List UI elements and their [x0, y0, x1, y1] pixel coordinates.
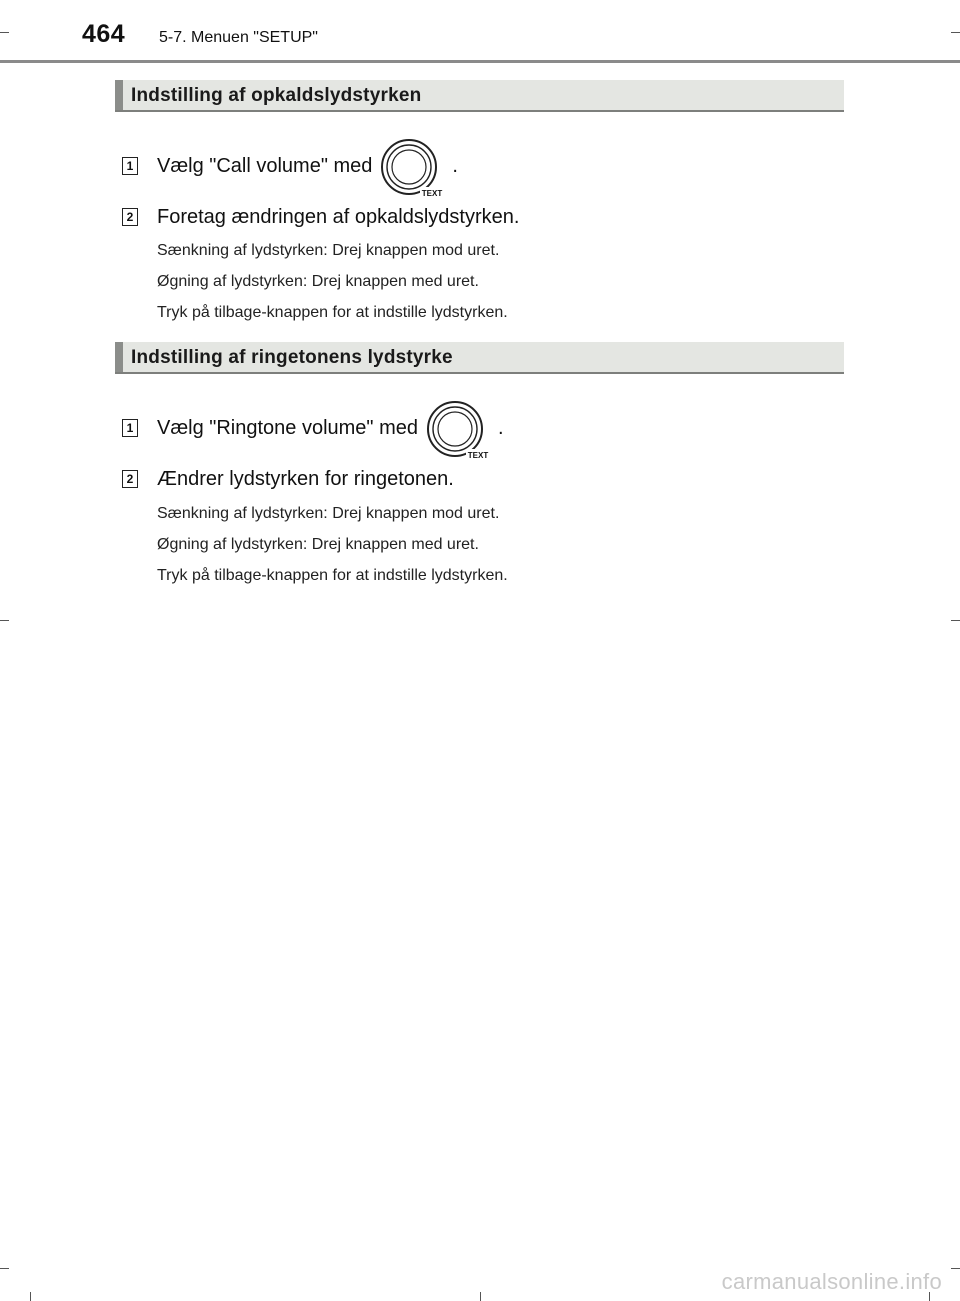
- step-suffix: .: [452, 154, 458, 177]
- crop-mark: [951, 32, 960, 33]
- step-number: 1: [122, 157, 138, 175]
- section-heading-text: Indstilling af ringetonens lydstyrke: [131, 347, 453, 368]
- note-line: Øgning af lydstyrken: Drej knappen med uret.: [157, 273, 479, 290]
- crop-mark: [0, 620, 9, 621]
- step-number: 2: [122, 208, 138, 226]
- crop-mark: [480, 1292, 481, 1301]
- crop-mark: [0, 32, 9, 33]
- svg-text:TEXT: TEXT: [467, 451, 489, 460]
- header-rule: [0, 60, 960, 63]
- watermark: carmanualsonline.info: [721, 1269, 942, 1294]
- crop-mark: [0, 1268, 9, 1269]
- page-number: 464: [82, 20, 126, 48]
- section-heading: [115, 342, 844, 374]
- note-line: Tryk på tilbage-knappen for at indstille lydstyrken.: [157, 567, 508, 584]
- section-heading-text: Indstilling af opkaldslydstyrken: [131, 85, 422, 106]
- note-line: Øgning af lydstyrken: Drej knappen med uret.: [157, 536, 479, 553]
- step-number: 1: [122, 419, 138, 437]
- step-text: Foretag ændringen af opkaldslydstyrken.: [157, 205, 520, 228]
- step-text: Vælg "Ringtone volume" med: [157, 416, 418, 439]
- step-suffix: .: [498, 416, 504, 439]
- section-heading-bar: [115, 80, 123, 110]
- tune-knob-text-icon: [378, 139, 444, 199]
- crop-mark: [30, 1292, 31, 1301]
- step-number: 2: [122, 470, 138, 488]
- section-heading-bar: [115, 342, 123, 372]
- step-item: [122, 203, 519, 231]
- svg-text:TEXT: TEXT: [422, 189, 443, 198]
- note-line: Sænkning af lydstyrken: Drej knappen mod uret.: [157, 242, 500, 259]
- crop-mark: [951, 1268, 960, 1269]
- crop-mark: [951, 620, 960, 621]
- step-item: [122, 152, 458, 198]
- step-item: [122, 465, 454, 493]
- chapter-title: 5-7. Menuen "SETUP": [159, 29, 318, 46]
- tune-knob-text-icon: [424, 401, 490, 461]
- note-line: Tryk på tilbage-knappen for at indstille lydstyrken.: [157, 304, 508, 321]
- step-item: [122, 414, 504, 460]
- step-text: Ændrer lydstyrken for ringetonen.: [157, 467, 454, 490]
- section-heading: [115, 80, 844, 112]
- step-text: Vælg "Call volume" med: [157, 154, 373, 177]
- note-line: Sænkning af lydstyrken: Drej knappen mod uret.: [157, 505, 500, 522]
